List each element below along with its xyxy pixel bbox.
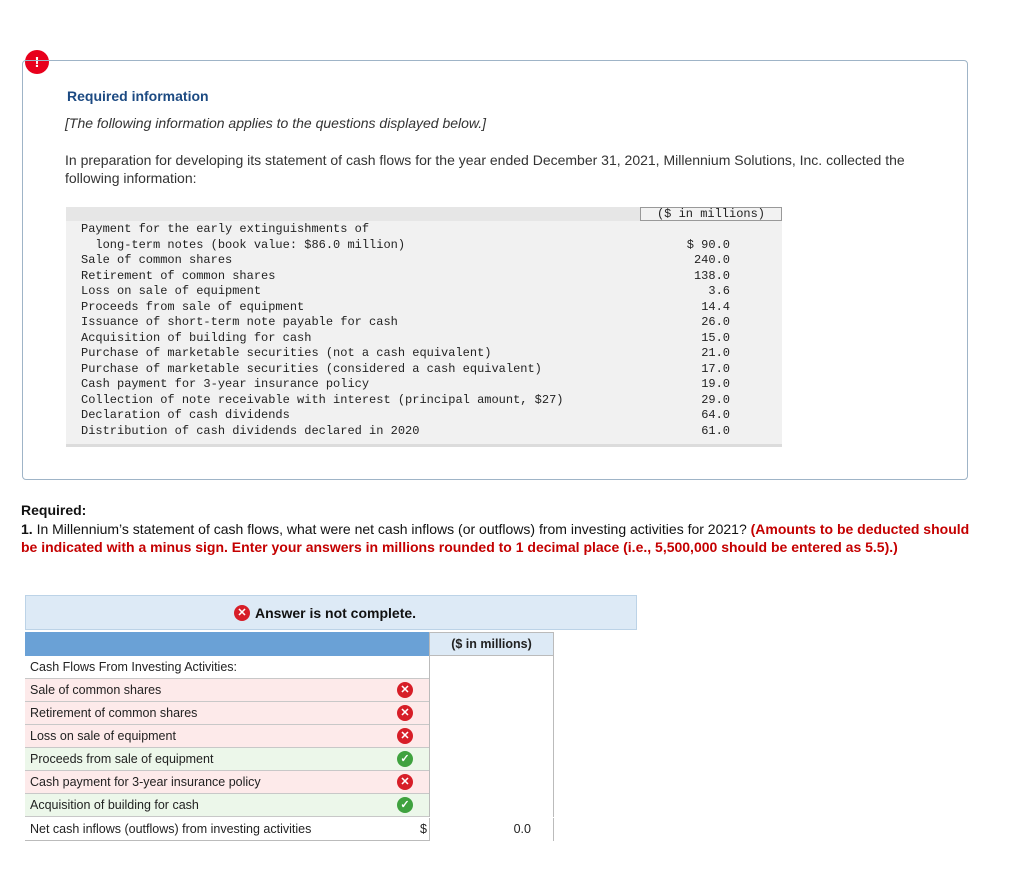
question-body: In Millennium’s statement of cash flows, what were net cash inflows (or outflows) from investing activities for 2021? [36,521,747,537]
row-label: Cash payment for 3-year insurance policy [81,377,370,391]
required-information-panel [22,60,968,480]
row-label: Loss on sale of equipment [81,284,262,298]
answer-row-label: Retirement of common shares [30,706,198,720]
correct-check-icon: ✓ [397,751,413,767]
answer-row [25,794,554,817]
answer-table-header [25,632,554,656]
answer-row [25,771,554,794]
total-label: Net cash inflows (outflows) from investing activities [30,822,312,836]
question-number: 1. [21,521,33,537]
row-label: long-term notes (book value: $86.0 million) [81,237,406,252]
row-label: Purchase of marketable securities (considered a cash equivalent) [81,361,542,376]
answer-input-cell[interactable] [429,679,554,702]
information-unit-header: ($ in millions) [640,207,782,221]
info-intro: In preparation for developing its statement of cash flows for the year ended December 31, 2021, Millennium Solutions, Inc. collected the following information: [65,152,905,186]
answer-input-cell[interactable] [429,771,554,794]
row-value: 3.6 [708,284,730,298]
row-value: 138.0 [693,268,730,283]
table-row [66,362,782,378]
question-instructions: (Amounts to be deducted should be indicated with a minus sign. Enter your answers in millions rounded to 1 decimal place (i.e., 5,500,000 should be entered as 5.5).) [21,521,970,555]
row-label: Acquisition of building for cash [81,330,312,345]
total-value: 0.0 [513,822,531,836]
answer-status-text: Answer is not complete. [255,605,417,621]
incorrect-icon: ✕ [234,605,250,621]
correct-check-icon: ✓ [397,797,413,813]
section-label: Cash Flows From Investing Activities: [30,660,238,674]
row-value: $ 90.0 [686,237,730,252]
answer-row [25,702,554,725]
table-row [66,331,782,347]
row-label: Payment for the early extinguishments of [81,222,370,236]
answer-row-label: Sale of common shares [30,683,162,697]
row-label: Collection of note receivable with interest (principal amount, $27) [81,392,564,407]
incorrect-icon: ✕ [397,705,413,721]
information-table-divider [66,444,782,447]
answer-row [25,725,554,748]
answer-section-row [25,656,554,679]
row-value: 26.0 [701,315,730,329]
answer-status-banner [25,595,637,630]
row-label: Sale of common shares [81,253,233,267]
total-currency: $ [420,822,427,836]
row-value: 29.0 [701,392,730,407]
row-value: 14.4 [701,299,730,314]
answer-row-label: Acquisition of building for cash [30,798,199,812]
incorrect-icon: ✕ [397,682,413,698]
row-value: 64.0 [701,408,730,422]
table-row [66,238,782,254]
row-label: Issuance of short-term note payable for cash [81,315,398,329]
row-value: 15.0 [701,330,730,345]
alert-symbol: ! [34,53,40,71]
incorrect-icon: ✕ [397,774,413,790]
row-label: Declaration of cash dividends [81,408,290,422]
row-value: 240.0 [693,253,730,267]
answer-table [25,632,554,844]
table-row [66,377,782,393]
required-heading: Required: [21,502,87,518]
row-value: 21.0 [701,346,730,360]
table-row [66,253,782,269]
answer-input-cell[interactable] [429,794,554,817]
answer-row-label: Proceeds from sale of equipment [30,752,214,766]
row-label: Proceeds from sale of equipment [81,299,305,314]
section-cell [429,656,554,679]
answer-unit-header: ($ in millions) [429,632,554,656]
total-row [25,818,554,841]
table-row [66,424,782,440]
table-row [66,346,782,362]
table-row [66,408,782,424]
table-row [66,269,782,285]
row-value: 61.0 [701,423,730,438]
information-table-body [66,221,782,444]
answer-row [25,748,554,771]
table-row [66,393,782,409]
answer-input-cell[interactable] [429,725,554,748]
row-label: Retirement of common shares [81,268,276,283]
information-table [66,207,782,448]
answer-input-cell[interactable] [429,748,554,771]
answer-input-cell[interactable] [429,702,554,725]
row-value: 17.0 [701,361,730,376]
row-label: Distribution of cash dividends declared in 2020 [81,423,420,438]
answer-row [25,679,554,702]
answer-row-label: Loss on sale of equipment [30,729,176,743]
table-row [66,300,782,316]
table-row [66,315,782,331]
row-label: Purchase of marketable securities (not a cash equivalent) [81,346,492,360]
question-text [21,520,981,556]
answer-row-label: Cash payment for 3-year insurance policy [30,775,261,789]
table-row [66,284,782,300]
table-row [66,222,782,238]
incorrect-icon: ✕ [397,728,413,744]
info-title: Required information [67,88,209,104]
row-value: 19.0 [701,377,730,391]
info-note: [The following information applies to the questions displayed below.] [65,115,487,131]
